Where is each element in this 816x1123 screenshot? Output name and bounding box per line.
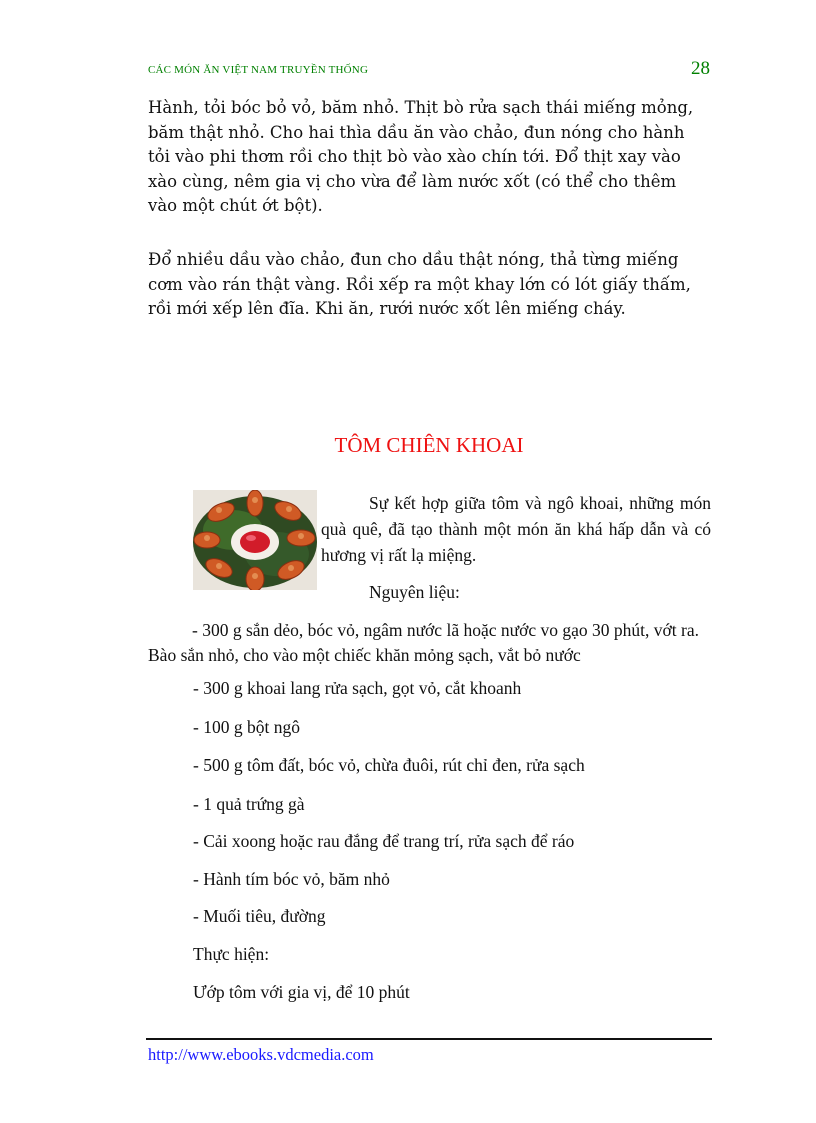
ingredient-item: - Hành tím bóc vỏ, băm nhỏ xyxy=(193,869,390,889)
ingredient-item: - Cải xoong hoặc rau đắng để trang trí, rửa sạch để ráo xyxy=(193,831,575,851)
step-item: Ướp tôm với gia vị, để 10 phút xyxy=(193,982,410,1002)
ingredients-label: Nguyên liệu: xyxy=(369,582,460,602)
book-title: CÁC MÓN ĂN VIỆT NAM TRUYỀN THỐNG xyxy=(148,64,369,76)
fried-shrimp-photo xyxy=(193,490,317,590)
paragraph-sauce: Hành, tỏi bóc bỏ vỏ, băm nhỏ. Thịt bò rửa sạch thái miếng mỏng, băm thật nhỏ. Cho hai thìa dầu ăn vào chảo, đun nóng cho hành tỏi vào phi thơm rồi cho thịt bò vào xào chín tới. Đổ thịt xay vào xào cùng, nêm gia vị cho vừa để làm nước xốt (có thể cho thêm vào một chút ớt bột). xyxy=(148,98,694,215)
recipe-title: TÔM CHIÊN KHOAI xyxy=(334,433,524,457)
ingredient-item: - 300 g khoai lang rửa sạch, gọt vỏ, cắt khoanh xyxy=(193,678,522,698)
ingredient-item: - 100 g bột ngô xyxy=(193,717,300,737)
ingredient-item: - 300 g sắn dẻo, bóc vỏ, ngâm nước lã hoặc nước vo gạo 30 phút, vớt ra. Bào sắn nhỏ, cho vào một chiếc khăn mỏng sạch, vắt bỏ nước xyxy=(148,620,699,665)
recipe-intro xyxy=(321,490,711,568)
recipe-intro-text: Sự kết hợp giữa tôm và ngô khoai, những món quà quê, đã tạo thành một món ăn khá hấp dẫn và có hương vị rất lạ miệng. xyxy=(321,493,711,565)
steps-label: Thực hiện: xyxy=(193,944,270,964)
ingredient-item: - 1 quả trứng gà xyxy=(193,794,305,814)
website-link[interactable]: http://www.ebooks.vdcmedia.com xyxy=(148,1045,374,1064)
paragraph-frying: Đổ nhiều dầu vào chảo, đun cho dầu thật nóng, thả từng miếng cơm vào rán thật vàng. Rồi xếp ra một khay lớn có lót giấy thấm, rồi mới xếp lên đĩa. Khi ăn, rưới nước xốt lên miếng cháy. xyxy=(148,250,691,318)
ingredient-item: - Muối tiêu, đường xyxy=(193,906,326,926)
ingredient-item: - 500 g tôm đất, bóc vỏ, chừa đuôi, rút chỉ đen, rửa sạch xyxy=(193,755,585,775)
footer-divider xyxy=(146,1038,712,1040)
page-number: 28 xyxy=(691,58,710,79)
